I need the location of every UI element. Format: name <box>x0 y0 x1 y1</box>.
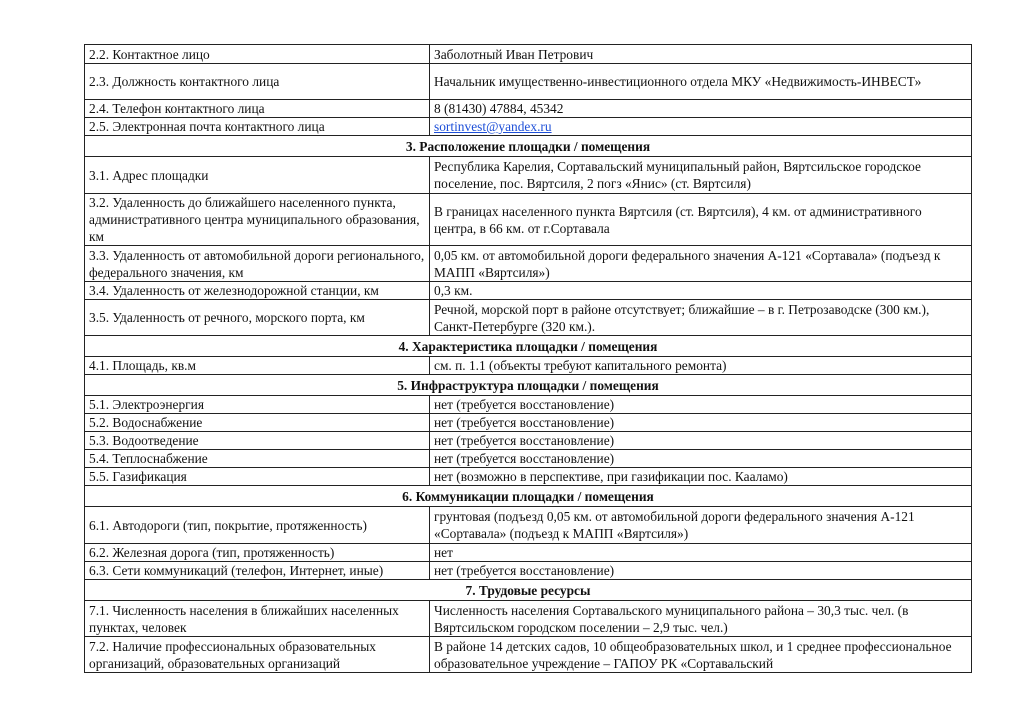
row-value: В районе 14 детских садов, 10 общеобразовательных школ, и 1 среднее профессиональное образовательное учреждение – ГАПОУ РК «Сортавальский <box>430 637 972 673</box>
row-label: 3.1. Адрес площадки <box>85 157 430 194</box>
row-label: 3.2. Удаленность до ближайшего населенного пункта, административного центра муниципального образования, км <box>85 194 430 246</box>
row-value: нет (требуется восстановление) <box>430 414 972 432</box>
table-row <box>85 45 972 64</box>
row-label: 4.1. Площадь, кв.м <box>85 357 430 375</box>
table-row <box>85 396 972 414</box>
row-label: 6.2. Железная дорога (тип, протяженность) <box>85 544 430 562</box>
table-row <box>85 64 972 100</box>
row-value: Численность населения Сортавальского муниципального района – 30,3 тыс. чел. (в Вяртсильском городском поселении – 2,9 тыс. чел.) <box>430 601 972 637</box>
row-label: 2.4. Телефон контактного лица <box>85 100 430 118</box>
section-header <box>85 136 972 157</box>
row-value: грунтовая (подъезд 0,05 км. от автомобильной дороги федерального значения А-121 «Сортавала» (подъезд к МАПП «Вяртсиля») <box>430 507 972 544</box>
email-cell <box>430 118 972 136</box>
section-header <box>85 486 972 507</box>
row-value: Заболотный Иван Петрович <box>430 45 972 64</box>
table-row <box>85 450 972 468</box>
table-row <box>85 414 972 432</box>
row-label: 5.2. Водоснабжение <box>85 414 430 432</box>
table-row <box>85 544 972 562</box>
table-row <box>85 637 972 673</box>
section-title: 6. Коммуникации площадки / помещения <box>85 486 972 507</box>
section-title: 7. Трудовые ресурсы <box>85 580 972 601</box>
table-row <box>85 157 972 194</box>
row-value: нет (требуется восстановление) <box>430 432 972 450</box>
document-page <box>84 44 971 673</box>
row-value: Начальник имущественно-инвестиционного отдела МКУ «Недвижимость-ИНВЕСТ» <box>430 64 972 100</box>
site-info-table <box>84 44 972 673</box>
section-title: 5. Инфраструктура площадки / помещения <box>85 375 972 396</box>
row-value: нет <box>430 544 972 562</box>
row-value: нет (требуется восстановление) <box>430 396 972 414</box>
email-link[interactable]: sortinvest@yandex.ru <box>434 119 552 134</box>
row-value: Речной, морской порт в районе отсутствует; ближайшие – в г. Петрозаводске (300 км.), Санкт-Петербурге (320 км.). <box>430 300 972 336</box>
row-value: Республика Карелия, Сортавальский муниципальный район, Вяртсильское городское поселение, пос. Вяртсиля, 2 погз «Янис» (ст. Вяртсиля) <box>430 157 972 194</box>
table-row <box>85 282 972 300</box>
section-header <box>85 580 972 601</box>
row-label: 5.3. Водоотведение <box>85 432 430 450</box>
row-label: 3.4. Удаленность от железнодорожной станции, км <box>85 282 430 300</box>
table-row <box>85 118 972 136</box>
row-label: 5.5. Газификация <box>85 468 430 486</box>
row-value: нет (возможно в перспективе, при газификации пос. Кааламо) <box>430 468 972 486</box>
table-row <box>85 300 972 336</box>
row-label: 7.2. Наличие профессиональных образовательных организаций, образовательных организаций <box>85 637 430 673</box>
row-value: см. п. 1.1 (объекты требуют капитального ремонта) <box>430 357 972 375</box>
section-header <box>85 375 972 396</box>
table-row <box>85 357 972 375</box>
row-value: нет (требуется восстановление) <box>430 562 972 580</box>
row-label: 6.1. Автодороги (тип, покрытие, протяженность) <box>85 507 430 544</box>
row-label: 2.3. Должность контактного лица <box>85 64 430 100</box>
table-row <box>85 432 972 450</box>
table-row <box>85 601 972 637</box>
row-label: 2.2. Контактное лицо <box>85 45 430 64</box>
table-row <box>85 468 972 486</box>
row-label: 7.1. Численность населения в ближайших населенных пунктах, человек <box>85 601 430 637</box>
table-row <box>85 507 972 544</box>
row-label: 3.5. Удаленность от речного, морского порта, км <box>85 300 430 336</box>
row-value: 0,3 км. <box>430 282 972 300</box>
row-label: 2.5. Электронная почта контактного лица <box>85 118 430 136</box>
row-value: 8 (81430) 47884, 45342 <box>430 100 972 118</box>
table-row <box>85 194 972 246</box>
row-value: 0,05 км. от автомобильной дороги федерального значения А-121 «Сортавала» (подъезд к МАПП «Вяртсиля») <box>430 246 972 282</box>
section-header <box>85 336 972 357</box>
table-row <box>85 562 972 580</box>
row-label: 6.3. Сети коммуникаций (телефон, Интернет, иные) <box>85 562 430 580</box>
row-label: 5.4. Теплоснабжение <box>85 450 430 468</box>
table-row <box>85 246 972 282</box>
table-row <box>85 100 972 118</box>
section-title: 4. Характеристика площадки / помещения <box>85 336 972 357</box>
section-title: 3. Расположение площадки / помещения <box>85 136 972 157</box>
row-label: 5.1. Электроэнергия <box>85 396 430 414</box>
row-value: нет (требуется восстановление) <box>430 450 972 468</box>
row-label: 3.3. Удаленность от автомобильной дороги регионального, федерального значения, км <box>85 246 430 282</box>
row-value: В границах населенного пункта Вяртсиля (ст. Вяртсиля), 4 км. от административного центра, в 66 км. от г.Сортавала <box>430 194 972 246</box>
